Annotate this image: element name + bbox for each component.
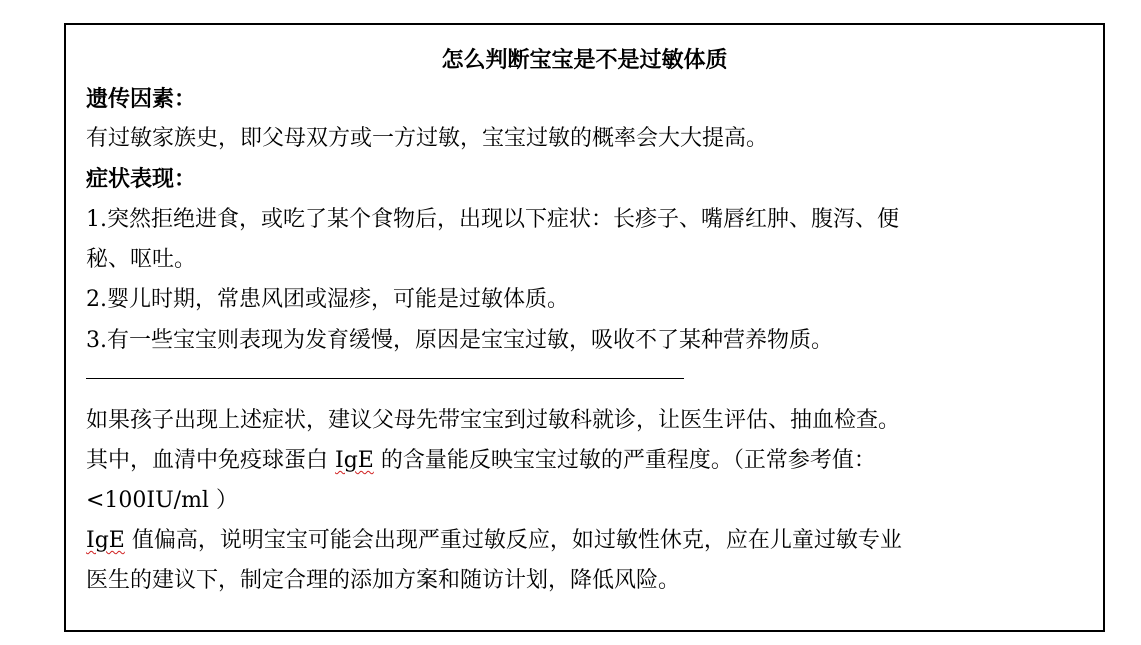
advice-line-3: <100IU/ml ） (86, 488, 238, 513)
symptom-item-3: 3.有一些宝宝则表现为发育缓慢，原因是宝宝过敏，吸收不了某种营养物质。 (86, 328, 833, 353)
separator-rule (86, 378, 684, 379)
advice-line-2-part-b: 的含量能反映宝宝过敏的严重程度。（正常参考值： (373, 448, 876, 473)
document-box (64, 23, 1105, 632)
ige-term: IgE (335, 448, 374, 473)
advice-line-1: 如果孩子出现上述症状，建议父母先带宝宝到过敏科就诊，让医生评估、抽血检查。 (86, 408, 901, 433)
symptom-item-2: 2.婴儿时期，常患风团或湿疹，可能是过敏体质。 (86, 287, 569, 312)
advice-line-2-part-a: 其中，血清中免疫球蛋白 (86, 448, 335, 473)
section-heading-symptoms: 症状表现： (86, 166, 197, 192)
advice-line-4 (86, 526, 902, 556)
document-title: 怎么判断宝宝是不是过敏体质 (441, 47, 728, 73)
symptom-item-1-line2: 秘、呕吐。 (86, 247, 197, 272)
genetics-text: 有过敏家族史，即父母双方或一方过敏，宝宝过敏的概率会大大提高。 (86, 126, 769, 151)
symptom-item-1-line1: 1.突然拒绝进食，或吃了某个食物后，出现以下症状：长疹子、嘴唇红肿、腹泻、便 (86, 207, 899, 232)
ige-term-2: IgE (86, 528, 125, 553)
advice-line-2 (86, 446, 876, 476)
advice-line-4-part-b: 值偏高，说明宝宝可能会出现严重过敏反应，如过敏性休克，应在儿童过敏专业 (124, 528, 902, 553)
advice-line-5: 医生的建议下，制定合理的添加方案和随访计划，降低风险。 (86, 568, 681, 593)
section-heading-genetics: 遗传因素： (86, 86, 197, 112)
